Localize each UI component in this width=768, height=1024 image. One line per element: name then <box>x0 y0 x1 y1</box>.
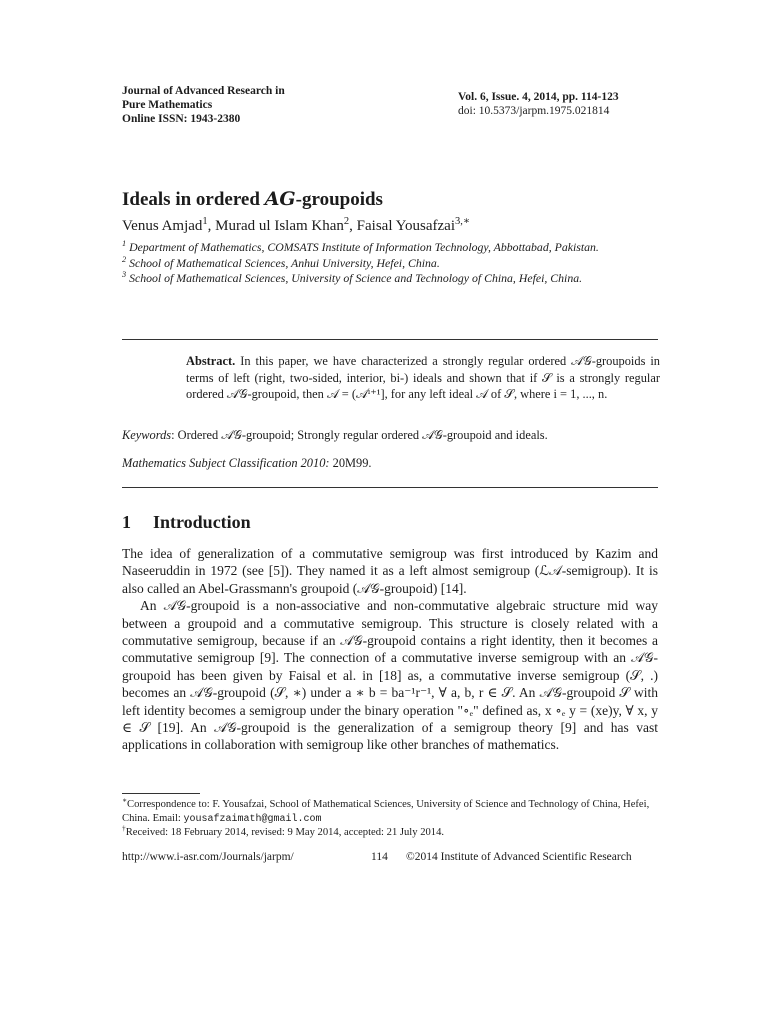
paper-title <box>122 188 383 211</box>
msc-classification <box>122 456 662 471</box>
author-list: Venus Amjad$^1$, Murad ul Islam Khan$^2$, Faisal Yousafzai$^{3,∗}$ <box>122 216 470 234</box>
section-heading <box>122 512 251 533</box>
author-name: Venus Amjad <box>122 218 203 234</box>
copyright: ©2014 Institute of Advanced Scientific Research <box>406 851 632 863</box>
affiliation <box>122 271 642 287</box>
divider-bottom <box>122 487 658 488</box>
footnote-text: Received: 18 February 2014, revised: 9 May 2014, accepted: 21 July 2014. <box>125 827 445 838</box>
divider-top <box>122 339 658 340</box>
footnote-rule <box>122 793 200 794</box>
title-prefix: Ideals in ordered <box>122 189 265 210</box>
abstract-text: In this paper, we have characterized a strongly regular ordered 𝒜𝒢-groupoids in terms of left (right, two-sided, interior, bi-) ideals and shown that if 𝒮 is a strongly regular ordered 𝒜𝒢-groupoid, then 𝒜 = (𝒜ⁱ⁺¹], for any left ideal 𝒜 of 𝒮, where i = 1, ..., n. <box>186 354 660 401</box>
received-footnote <box>122 823 662 840</box>
affiliation-mark: 3 <box>122 270 127 280</box>
keywords-label: Keywords <box>122 428 172 442</box>
page-number: 114 <box>371 851 388 863</box>
affiliation <box>122 256 642 272</box>
volume-info: Vol. 6, Issue. 4, 2014, pp. 114-123 <box>458 91 619 103</box>
keywords <box>122 428 662 443</box>
email-link[interactable]: yousafzaimath@gmail.com <box>183 813 322 825</box>
journal-name-line1: Journal of Advanced Research in <box>122 85 285 97</box>
section-title: Introduction <box>153 512 251 532</box>
msc-label: Mathematics Subject Classification 2010: <box>122 456 330 470</box>
issue-info <box>458 90 619 118</box>
title-ag: AG <box>264 188 296 210</box>
author-mark: 2 <box>343 216 350 227</box>
msc-text: 20M99. <box>329 456 372 470</box>
paragraph: An 𝒜𝒢-groupoid is a non-associative and non-commutative algebraic structure mid way between a groupoid and a commutative semigroup. This structure is closely related with a commutative semigroup, because if an 𝒜𝒢-groupoid contains a right identity, then it becomes a commutative semigroup [9]. The connection of a commutative inverse semigroup with an 𝒜𝒢-groupoid has been given by Faisal et al. in [18] as, a commutative inverse semigroup (𝒮, .) becomes an 𝒜𝒢-groupoid (𝒮, ∗) under a ∗ b = ba⁻¹r⁻¹, ∀ a, b, r ∈ 𝒮. An 𝒜𝒢-groupoid 𝒮 with left identity becomes a semigroup under the binary operation "∘ₑ" defined as, x ∘ₑ y = (xe)y, ∀ x, y ∈ 𝒮 [19]. An 𝒜𝒢-groupoid is the generalization of a semigroup theory [9] and has vast applications in collaboration with semigroup like other branches of mathematics. <box>122 598 658 753</box>
affiliation <box>122 240 642 256</box>
keywords-text: : Ordered 𝒜𝒢-groupoid; Strongly regular ordered 𝒜𝒢-groupoid and ideals. <box>171 428 548 442</box>
abstract-label: Abstract. <box>186 354 236 368</box>
affiliation-text: School of Mathematical Sciences, University of Science and Technology of China, Hefei, China. <box>129 271 583 285</box>
doi: doi: 10.5373/jarpm.1975.021814 <box>458 105 610 117</box>
author-mark: 1 <box>202 216 208 227</box>
affiliation-mark: 1 <box>122 239 127 249</box>
body-text <box>122 545 658 754</box>
abstract <box>186 353 660 403</box>
journal-name-line2: Pure Mathematics <box>122 99 213 111</box>
section-number: 1 <box>122 512 131 532</box>
journal-header <box>122 84 285 126</box>
footnote-mark: † <box>122 823 126 833</box>
footnote-text: Correspondence to: F. Yousafzai, School of Mathematical Sciences, University of Science and Technology of China, Hefei, China. Email: <box>122 799 650 824</box>
correspondence-footnote <box>122 795 662 826</box>
affiliation-text: Department of Mathematics, COMSATS Institute of Information Technology, Abbottabad, Pakistan. <box>129 240 599 254</box>
author-name: Murad ul Islam Khan <box>215 218 344 234</box>
author-name: Faisal Yousafzai <box>356 218 455 234</box>
journal-url[interactable]: http://www.i-asr.com/Journals/jarpm/ <box>122 851 294 863</box>
journal-issn: Online ISSN: 1943-2380 <box>122 113 241 125</box>
title-suffix: -groupoids <box>295 189 383 210</box>
author-mark: 3,∗ <box>454 216 470 227</box>
affiliation-text: School of Mathematical Sciences, Anhui University, Hefei, China. <box>129 255 440 270</box>
footnotes <box>122 795 662 840</box>
footnote-mark: ∗ <box>122 795 128 805</box>
affiliations <box>122 240 642 287</box>
affiliation-mark: 2 <box>122 254 127 264</box>
paragraph: The idea of generalization of a commutative semigroup was first introduced by Kazim and Naseeruddin in 1972 (see [5]). They named it as a left almost semigroup (ℒ𝒜-semigroup). It is also called an Abel-Grassmann's groupoid (𝒜𝒢-groupoid) [14]. <box>122 546 658 596</box>
